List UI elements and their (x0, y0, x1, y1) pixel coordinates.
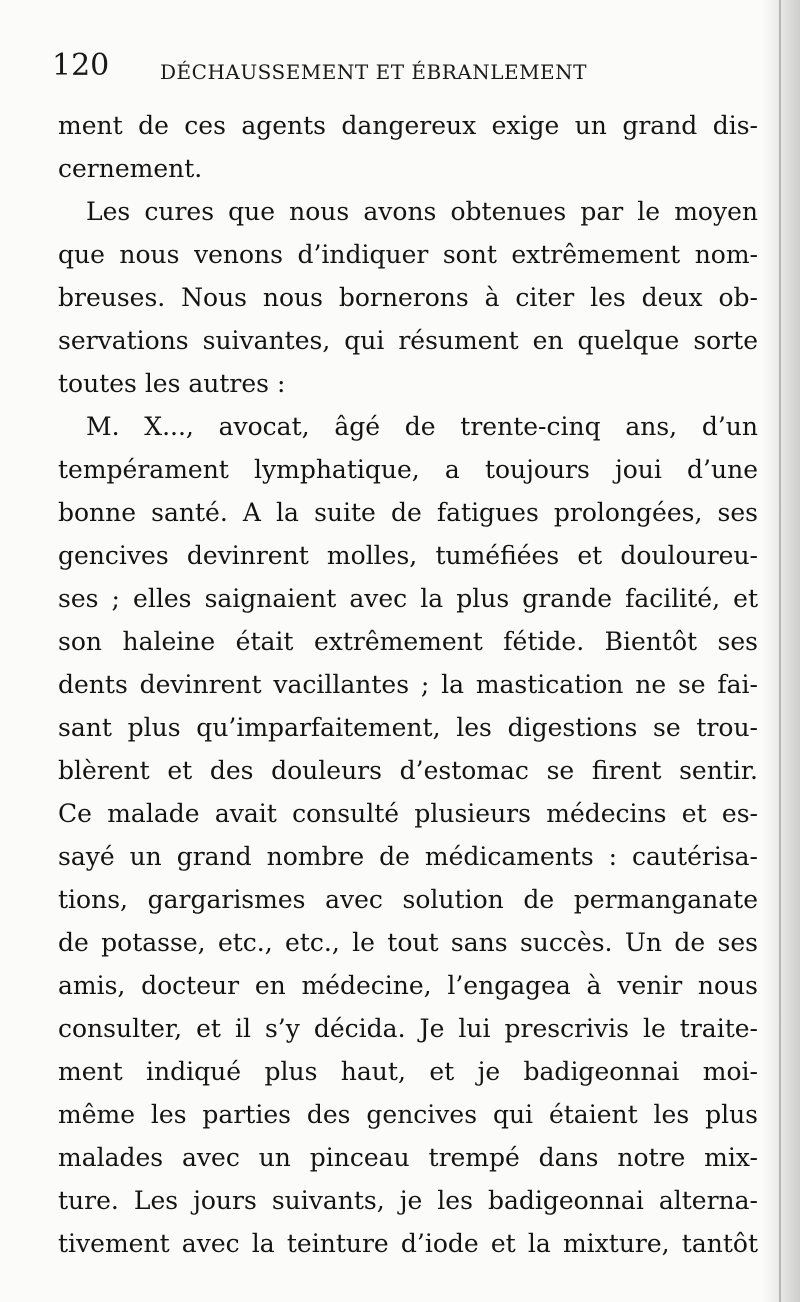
running-title: DÉCHAUSSEMENT ET ÉBRANLEMENT (160, 60, 587, 84)
text-line: ses ; elles saignaient avec la plus grande facilité, et (58, 584, 758, 613)
text-line: tivement avec la teinture d’iode et la mixture, tantôt (58, 1229, 758, 1258)
text-line: blèrent et des douleurs d’estomac se firent sentir. (58, 756, 758, 785)
text-line: servations suivantes, qui résument en quelque sorte (58, 326, 758, 355)
text-line: cernement. (58, 154, 203, 183)
text-line: bonne santé. A la suite de fatigues prolongées, ses (58, 498, 758, 527)
page-number: 120 (52, 48, 110, 83)
page-edge-line (779, 0, 781, 1302)
text-line: tions, gargarismes avec solution de permanganate (58, 885, 758, 914)
text-line: que nous venons d’indiquer sont extrêmement nom- (58, 240, 758, 269)
text-line: de potasse, etc., etc., le tout sans succès. Un de ses (58, 928, 758, 957)
text-line: dents devinrent vacillantes ; la mastication ne se fai- (58, 670, 758, 699)
text-line: Ce malade avait consulté plusieurs médecins et es- (58, 799, 758, 828)
text-line: consulter, et il s’y décida. Je lui prescrivis le traite- (58, 1014, 758, 1043)
text-line: Les cures que nous avons obtenues par le moyen (86, 197, 758, 226)
text-line: ture. Les jours suivants, je les badigeonnai alterna- (58, 1186, 758, 1215)
text-line: malades avec un pinceau trempé dans notre mix- (58, 1143, 758, 1172)
text-line: sant plus qu’imparfaitement, les digestions se trou- (58, 713, 758, 742)
text-line: amis, docteur en médecine, l’engagea à venir nous (58, 971, 758, 1000)
body-text (58, 104, 758, 1265)
page-edge-shadow (762, 0, 800, 1302)
page-header (52, 48, 752, 92)
text-line: sayé un grand nombre de médicaments : cautérisa- (58, 842, 758, 871)
text-line: ment indiqué plus haut, et je badigeonnai moi- (58, 1057, 758, 1086)
text-line: toutes les autres : (58, 369, 286, 398)
text-line: son haleine était extrêmement fétide. Bientôt ses (58, 627, 758, 656)
text-line: ment de ces agents dangereux exige un grand dis- (58, 111, 758, 140)
text-line: breuses. Nous nous bornerons à citer les deux ob- (58, 283, 758, 312)
text-line: tempérament lymphatique, a toujours joui d’une (58, 455, 758, 484)
text-line: même les parties des gencives qui étaient les plus (58, 1100, 758, 1129)
text-line: gencives devinrent molles, tuméfiées et douloureu- (58, 541, 758, 570)
text-line: M. X..., avocat, âgé de trente-cinq ans, d’un (86, 412, 758, 441)
